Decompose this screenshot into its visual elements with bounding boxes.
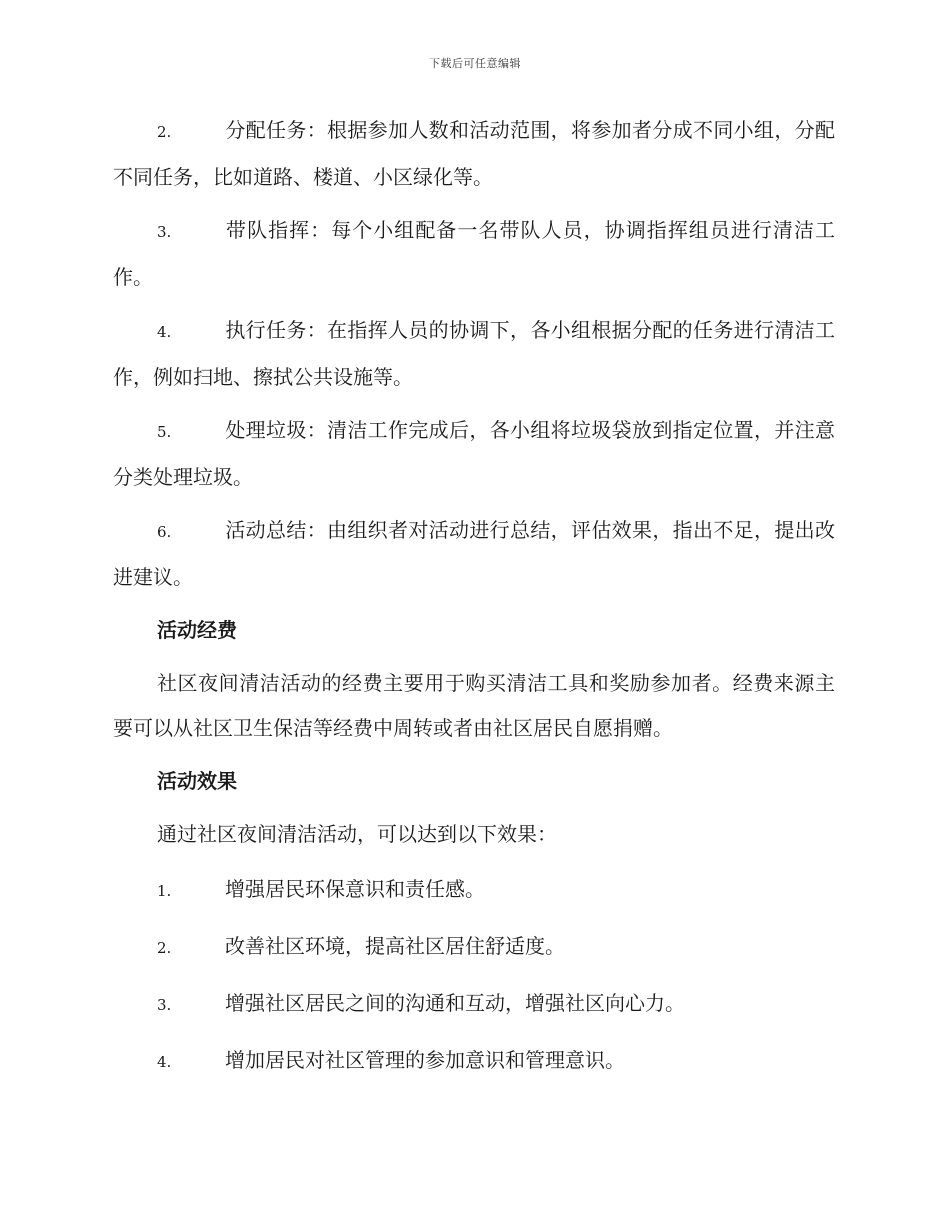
- list-text: 分配任务：根据参加人数和活动范围，将参加者分成不同小组，分配不同任务，比如道路、楼道、小区绿化等。: [113, 118, 835, 189]
- list-text: 改善社区环境，提高社区居住舒适度。: [225, 934, 565, 958]
- list-text: 增加居民对社区管理的参加意识和管理意识。: [225, 1048, 625, 1072]
- effects-intro: 通过社区夜间清洁活动，可以达到以下效果：: [157, 822, 557, 846]
- section-heading-effects: 活动效果: [157, 769, 237, 793]
- list-item: [113, 208, 835, 300]
- list-number: 4.: [157, 323, 172, 341]
- list-number: 6.: [157, 523, 172, 541]
- list-item: [113, 408, 835, 500]
- list-number: 4.: [157, 1053, 172, 1071]
- list-item: [113, 867, 835, 914]
- section-heading-funding: 活动经费: [157, 618, 237, 642]
- list-item: [113, 981, 835, 1028]
- list-number: 3.: [157, 996, 172, 1014]
- list-text: 带队指挥：每个小组配备一名带队人员，协调指挥组员进行清洁工作。: [113, 218, 835, 289]
- list-text: 活动总结：由组织者对活动进行总结，评估效果，指出不足，提出改进建议。: [113, 518, 835, 589]
- list-number: 2.: [157, 939, 172, 957]
- list-text: 增强社区居民之间的沟通和互动，增强社区向心力。: [225, 991, 685, 1015]
- list-item: [113, 308, 835, 400]
- list-number: 2.: [157, 123, 172, 141]
- page-header: 下载后可任意编辑: [429, 57, 521, 70]
- list-item: [113, 1038, 835, 1085]
- funding-paragraph: 社区夜间清洁活动的经费主要用于购买清洁工具和奖励参加者。经费来源主要可以从社区卫生保洁等经费中周转或者由社区居民自愿捐赠。: [113, 671, 835, 740]
- list-number: 1.: [157, 882, 172, 900]
- list-item: [113, 108, 835, 200]
- list-item: [113, 508, 835, 600]
- list-text: 增强居民环保意识和责任感。: [225, 877, 485, 901]
- list-item: [113, 924, 835, 971]
- list-text: 执行任务：在指挥人员的协调下，各小组根据分配的任务进行清洁工作，例如扫地、擦拭公共设施等。: [113, 318, 835, 389]
- document-body: [113, 108, 835, 1095]
- list-number: 5.: [157, 423, 172, 441]
- list-text: 处理垃圾：清洁工作完成后，各小组将垃圾袋放到指定位置，并注意分类处理垃圾。: [113, 418, 835, 489]
- list-number: 3.: [157, 223, 172, 241]
